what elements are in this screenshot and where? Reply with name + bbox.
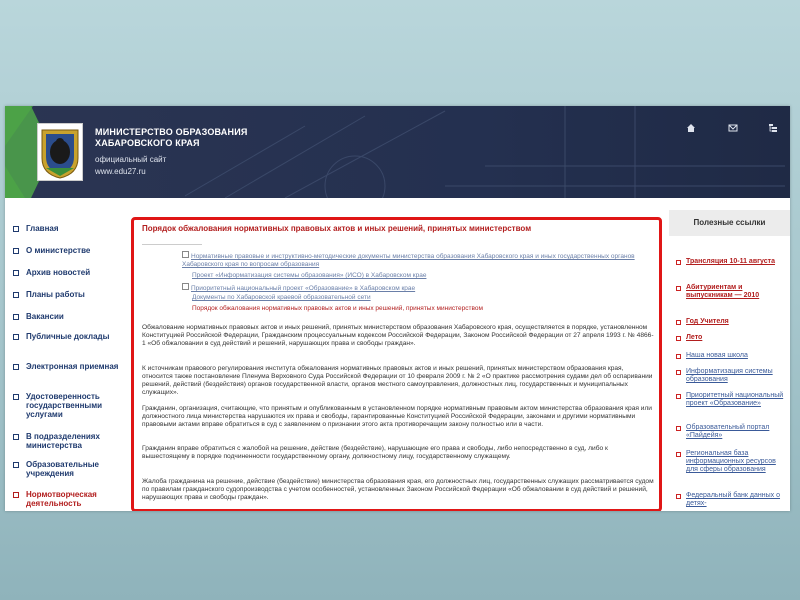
toc-current-page: Порядок обжалования нормативных правовых актов и иных решений, принятых министерством <box>192 305 483 312</box>
bullet-icon <box>13 462 19 468</box>
bullet-icon <box>676 494 681 499</box>
bullet-icon <box>13 364 19 370</box>
bullet-icon <box>13 270 19 276</box>
useful-links-title: Полезные ссылки <box>669 210 790 236</box>
expand-icon[interactable] <box>182 251 189 258</box>
page-title: Порядок обжалования нормативных правовых актов и иных решений, принятых министерством <box>142 224 532 233</box>
bullet-icon <box>676 336 681 341</box>
sitemap-icon[interactable] <box>768 123 778 133</box>
bullet-icon <box>676 354 681 359</box>
bullet-icon <box>676 260 681 265</box>
official-site-label: официальный сайт <box>95 155 167 164</box>
bullet-icon <box>676 320 681 325</box>
paragraph: К источникам правового регулирования института обжалования нормативных правовых актов и иных решений, принятых министерством образования края, относится также постановление Пленума Верховного Суда Российской Федерации от 10 февраля 2009 г. № 2 «О практике рассмотрения судами дел об оспаривании решений, действий (бездействия) органов государственной власти, органов местного самоуправления, должностных лиц, государственных и муниципальных служащих». <box>142 365 653 396</box>
site-url[interactable]: www.edu27.ru <box>95 167 146 176</box>
paragraph: Обжалование нормативных правовых актов и иных решений, принятых министерством образования Хабаровского края, осуществляется в порядке, установленном Конституцией Российской Федерации, Гражданским процессуальным кодексом Российской Федерации, Законом Российской Федерации от 27 апреля 1993 г. № 4866-1 «Об обжаловании в суд действий и решений, нарушающих права и свободы граждан». <box>142 324 654 347</box>
site-header <box>5 106 790 198</box>
paragraph: Гражданин вправе обратиться с жалобой на решение, действие (бездействие), нарушающие его права и свободы, либо непосредственно в суд, либо к вышестоящему в порядке подчиненности государственному органу, должностному лицу, государственному служащему. <box>142 445 608 460</box>
bullet-icon <box>13 292 19 298</box>
bullet-icon <box>13 248 19 254</box>
bullet-icon <box>13 226 19 232</box>
browser-screenshot <box>5 106 790 511</box>
bullet-icon <box>676 426 681 431</box>
bullet-icon <box>676 286 681 291</box>
bullet-icon <box>676 394 681 399</box>
toc-link-national-project[interactable]: Приоритетный национальный проект «Образование» в Хабаровском крае <box>182 283 652 293</box>
main-content <box>131 217 662 511</box>
coat-of-arms-logo[interactable] <box>37 123 83 181</box>
header-decor-lines <box>185 106 785 198</box>
bullet-icon <box>13 394 19 400</box>
toc-link-network-docs[interactable]: Документы по Хабаровской краевой образовательной сети <box>192 294 371 301</box>
paragraph: Гражданин, организация, считающие, что принятым и опубликованным в установленном порядке нормативным правовым актом министерства образования края или должностного лица министерства нарушаются их права и свободы, гарантированные Конституцией Российской Федерации, законами и другими нормативными правовыми актами вправе обратиться в суд с заявлением о признании этого акта противоречащим закону полностью или в части. <box>142 405 652 428</box>
toc-link-normative-docs[interactable]: Нормативные правовые и инструктивно-методические документы министерства образования Хабаровского края и иных государственных органов Хабаровского края по вопросам образования <box>182 253 635 268</box>
useful-links-panel: Полезные ссылки Трансляция 10-11 августа Абитуриентам и выпускникам — 2010 Год Учителя Лето Наша новая школа Информатизация системы образования Приоритетный национальный проект «Образование» Образовательный портал «Пайдейя» Региональная база информационных ресурсов для сферы образования Федеральный банк данных о детях- <box>669 210 790 511</box>
bullet-icon <box>13 334 19 340</box>
left-navigation: Главная О министерстве Архив новостей Планы работы Вакансии Публичные доклады Электронная приемная Удостоверенность государственными услугами В подразделениях министерства Образовательные учреждения Нормотворческая деятельность <box>5 210 123 511</box>
bullet-icon <box>676 370 681 375</box>
toc-link-iso-project[interactable]: Проект «Информатизация системы образования» (ИСО) в Хабаровском крае <box>192 272 427 279</box>
divider <box>142 244 202 245</box>
bullet-icon <box>13 492 19 498</box>
expand-icon[interactable] <box>182 283 189 290</box>
paragraph: Жалоба гражданина на решение, действие (бездействие) министерства образования края, его должностных лиц, государственных служащих рассматривается судом по правилам гражданского судопроизводства с учетом особенностей, установленных Законом Российской Федерации «Об обжаловании в суд действий и решений, нарушающих права и свободы граждан». <box>142 478 654 501</box>
bullet-icon <box>13 314 19 320</box>
bullet-icon <box>13 434 19 440</box>
home-icon[interactable] <box>686 123 696 133</box>
ministry-name: МИНИСТЕРСТВО ОБРАЗОВАНИЯ ХАБАРОВСКОГО КРАЯ <box>95 127 248 148</box>
mail-icon[interactable] <box>728 123 738 133</box>
bullet-icon <box>676 452 681 457</box>
